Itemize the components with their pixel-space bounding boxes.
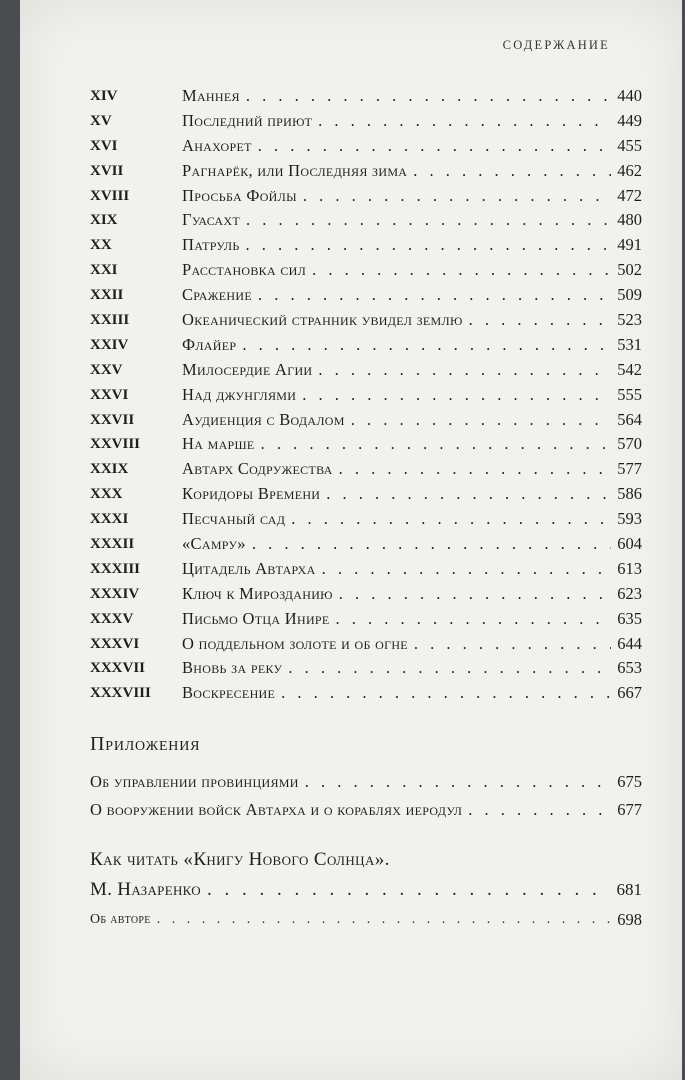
leader-dots bbox=[207, 875, 611, 905]
chapter-number: XVIII bbox=[90, 187, 130, 204]
chapter-title: «Самру» bbox=[182, 534, 246, 554]
toc-entry bbox=[90, 358, 642, 383]
toc-entry bbox=[90, 283, 642, 308]
chapter-title: Последний приют bbox=[182, 110, 313, 130]
page-number: 440 bbox=[617, 86, 642, 105]
toc-entry bbox=[90, 308, 642, 333]
chapter-number: XIX bbox=[90, 212, 118, 229]
toc-entry bbox=[90, 582, 642, 607]
page-number: 635 bbox=[617, 608, 642, 628]
page-number: 480 bbox=[617, 210, 642, 230]
page-number: 502 bbox=[617, 260, 642, 280]
leader-dots bbox=[305, 768, 612, 796]
chapter-title: Цитадель Автарха bbox=[182, 558, 316, 578]
chapter-title: Над джунглями bbox=[182, 384, 297, 404]
chapter-number: XXXIII bbox=[90, 560, 141, 577]
chapter-title: Рагнарёк, или Последняя зима bbox=[182, 160, 408, 180]
toc-entry bbox=[90, 768, 642, 796]
chapter-title: Милосердие Агии bbox=[182, 359, 313, 379]
chapter-number: XV bbox=[90, 112, 112, 129]
toc-entry bbox=[90, 607, 642, 632]
toc-entry bbox=[90, 258, 642, 283]
chapter-number: XXVII bbox=[90, 411, 135, 428]
chapter-title: Воскресение bbox=[182, 683, 276, 703]
toc-entry bbox=[90, 796, 642, 824]
leader-dots bbox=[469, 308, 612, 333]
toc-entry bbox=[90, 109, 642, 134]
chapter-title: Просьба Фойлы bbox=[182, 185, 297, 205]
leader-dots bbox=[339, 582, 611, 607]
essay-author: М. Назаренко bbox=[90, 879, 201, 900]
page-number: 455 bbox=[617, 135, 642, 155]
chapter-title: На марше bbox=[182, 434, 255, 454]
chapter-title: Расстановка сил bbox=[182, 260, 307, 280]
page-number: 675 bbox=[617, 772, 642, 791]
toc-entry bbox=[90, 482, 642, 507]
appendix-list bbox=[90, 768, 642, 824]
toc-entry bbox=[90, 507, 642, 532]
toc-entry bbox=[90, 84, 642, 109]
page-number: 462 bbox=[617, 160, 642, 180]
chapter-number: XXI bbox=[90, 262, 118, 279]
chapter-title: Ключ к Мирозданию bbox=[182, 583, 333, 603]
page-number: 613 bbox=[617, 558, 642, 578]
leader-dots bbox=[414, 632, 611, 657]
page-number: 586 bbox=[617, 484, 642, 504]
about-author-entry bbox=[90, 905, 642, 935]
page-number: 542 bbox=[617, 359, 642, 379]
toc-entry bbox=[90, 457, 642, 482]
toc-entry bbox=[90, 532, 642, 557]
chapter-number: XXX bbox=[90, 486, 123, 503]
chapter-title: Анахорет bbox=[182, 135, 252, 155]
page-number: 623 bbox=[617, 583, 642, 603]
toc-entry bbox=[90, 333, 642, 358]
page-number: 449 bbox=[617, 110, 642, 130]
chapter-title: Океанический странник увидел землю bbox=[182, 310, 463, 330]
chapter-title: Автарх Содружества bbox=[182, 459, 333, 479]
page-number: 523 bbox=[617, 310, 642, 330]
leader-dots bbox=[246, 208, 611, 233]
chapter-number: XXVIII bbox=[90, 436, 141, 453]
leader-dots bbox=[246, 233, 612, 258]
leader-dots bbox=[242, 333, 611, 358]
chapter-list bbox=[90, 84, 642, 706]
page-number: 555 bbox=[617, 384, 642, 404]
essay-title: Как читать «Книгу Нового Солнца». bbox=[90, 849, 390, 870]
chapter-title: Песчаный сад bbox=[182, 509, 286, 529]
page-number: 681 bbox=[616, 880, 642, 899]
page-number: 653 bbox=[617, 658, 642, 678]
leader-dots bbox=[252, 532, 611, 557]
leader-dots bbox=[336, 607, 612, 632]
chapter-title: Флайер bbox=[182, 334, 237, 354]
chapter-number: XXXVIII bbox=[90, 685, 151, 702]
chapter-number: XXXI bbox=[90, 511, 129, 528]
entry-title: Об авторе bbox=[90, 912, 151, 927]
leader-dots bbox=[322, 557, 612, 582]
leader-dots bbox=[261, 432, 612, 457]
leader-dots bbox=[326, 482, 611, 507]
page-number: 491 bbox=[617, 235, 642, 255]
page-number: 604 bbox=[617, 534, 642, 554]
leader-dots bbox=[351, 408, 612, 433]
chapter-number: XXII bbox=[90, 287, 124, 304]
page-number: 531 bbox=[617, 334, 642, 354]
page-number: 472 bbox=[617, 185, 642, 205]
toc-entry bbox=[90, 632, 642, 657]
toc-entry bbox=[90, 159, 642, 184]
toc-entry bbox=[90, 134, 642, 159]
leader-dots bbox=[468, 796, 611, 824]
leader-dots bbox=[312, 258, 611, 283]
entry-title: О вооружении войск Автарха и о кораблях иеродул bbox=[90, 800, 463, 819]
chapter-title: Аудиенция с Водалом bbox=[182, 409, 345, 429]
chapter-number: XXXV bbox=[90, 610, 134, 627]
chapter-title: О поддельном золоте и об огне bbox=[182, 633, 408, 653]
chapter-number: XVI bbox=[90, 137, 118, 154]
chapter-title: Маннея bbox=[182, 86, 240, 105]
chapter-number: XXIV bbox=[90, 336, 129, 353]
chapter-number: XX bbox=[90, 237, 112, 254]
book-page bbox=[20, 0, 682, 1080]
toc-entry bbox=[90, 656, 642, 681]
toc-entry bbox=[90, 184, 642, 209]
page-number: 570 bbox=[617, 434, 642, 454]
leader-dots bbox=[258, 134, 612, 159]
leader-dots bbox=[303, 184, 611, 209]
page-number: 667 bbox=[617, 683, 642, 703]
toc-entry bbox=[90, 681, 642, 706]
leader-dots bbox=[246, 84, 611, 109]
page-number: 564 bbox=[617, 409, 642, 429]
page-number: 698 bbox=[617, 910, 642, 929]
chapter-title: Сражение bbox=[182, 285, 252, 305]
toc-entry bbox=[90, 557, 642, 582]
page-number: 577 bbox=[617, 459, 642, 479]
chapter-number: XXV bbox=[90, 361, 123, 378]
chapter-title: Письмо Отца Инире bbox=[182, 608, 330, 628]
essay-entry bbox=[90, 845, 642, 905]
chapter-title: Патруль bbox=[182, 235, 240, 255]
leader-dots bbox=[318, 109, 611, 134]
chapter-number: XXIX bbox=[90, 461, 129, 478]
toc-entry bbox=[90, 408, 642, 433]
leader-dots bbox=[281, 681, 611, 706]
chapter-number: XXXVII bbox=[90, 660, 146, 677]
leader-dots bbox=[413, 159, 611, 184]
leader-dots bbox=[258, 283, 611, 308]
chapter-number: XXXIV bbox=[90, 585, 140, 602]
page-number: 677 bbox=[617, 800, 642, 819]
chapter-number: XXXVI bbox=[90, 635, 140, 652]
page-number: 509 bbox=[617, 285, 642, 305]
leader-dots bbox=[291, 507, 611, 532]
chapter-number: XIV bbox=[90, 88, 118, 104]
page-number: 593 bbox=[617, 509, 642, 529]
leader-dots bbox=[157, 905, 612, 935]
chapter-number: XXIII bbox=[90, 312, 130, 329]
toc-entry bbox=[90, 383, 642, 408]
leader-dots bbox=[339, 457, 612, 482]
chapter-title: Гуасахт bbox=[182, 210, 240, 230]
entry-title: Об управлении провинциями bbox=[90, 772, 299, 791]
chapter-title: Коридоры Времени bbox=[182, 484, 321, 504]
toc-entry bbox=[90, 208, 642, 233]
appendix-heading: Приложения bbox=[90, 733, 201, 755]
toc-entry bbox=[90, 432, 642, 457]
leader-dots bbox=[302, 383, 611, 408]
leader-dots bbox=[288, 656, 611, 681]
chapter-number: XXVI bbox=[90, 386, 129, 403]
running-head: СОДЕРЖАНИЕ bbox=[502, 38, 610, 52]
chapter-number: XVII bbox=[90, 162, 124, 179]
page-number: 644 bbox=[617, 633, 642, 653]
toc-entry bbox=[90, 233, 642, 258]
leader-dots bbox=[318, 358, 611, 383]
chapter-number: XXXII bbox=[90, 536, 135, 553]
chapter-title: Вновь за реку bbox=[182, 658, 283, 678]
